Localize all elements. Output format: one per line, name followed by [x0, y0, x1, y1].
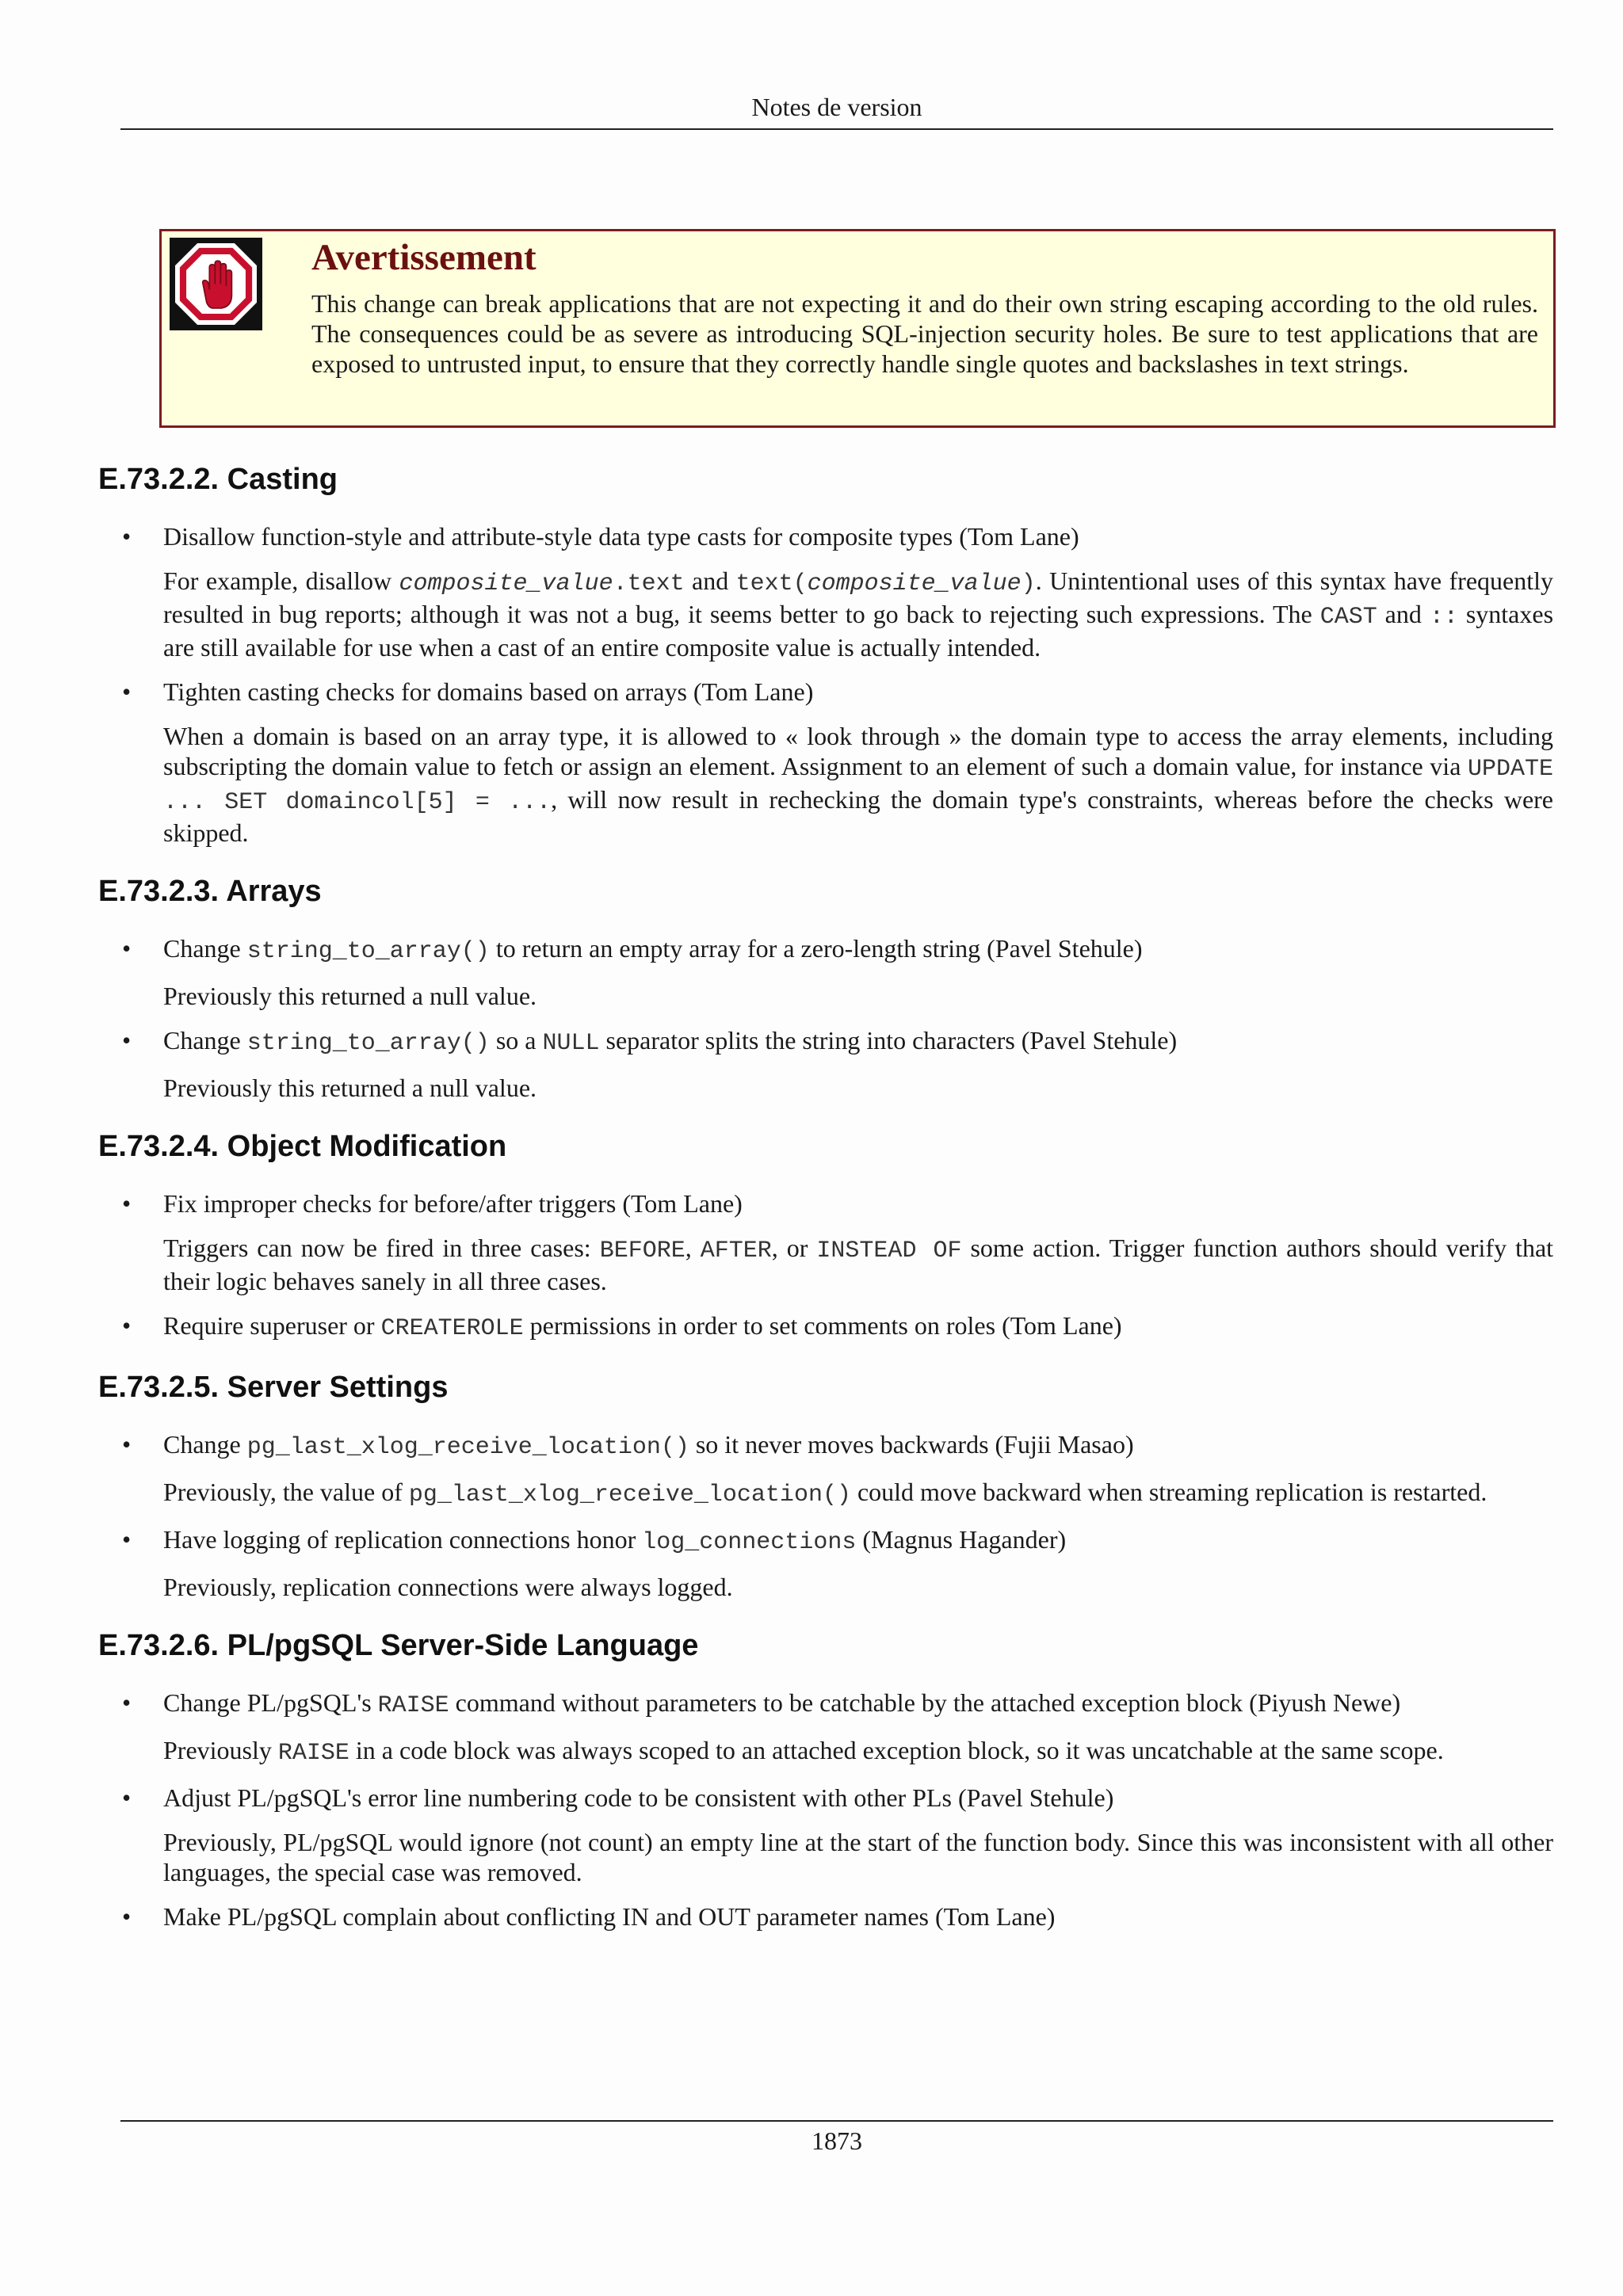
warning-text: This change can break applications that are not expecting it and do their own string escaping according to the old rules. The consequences could be as severe as introducing SQL-injection security holes. Be sure to test applications that are exposed to untrusted input, to ensure that they correctly handle single quotes and backslashes in text strings.: [311, 289, 1538, 378]
item-detail: Previously this returned a null value.: [163, 982, 537, 1010]
list-item: [98, 521, 1553, 662]
list-item: [98, 933, 1553, 1011]
code-literal: text(: [735, 570, 808, 597]
casting-list: [98, 521, 1553, 848]
list-item: [98, 1524, 1553, 1602]
item-summary: Disallow function-style and attribute-style data type casts for composite types (Tom Lane): [163, 522, 1079, 551]
code-literal: .text: [613, 570, 685, 597]
running-header: Notes de version: [120, 89, 1553, 130]
bullet: •: [122, 1783, 132, 1812]
code-literal: composite_value: [399, 570, 613, 597]
item-detail: Previously, the value of pg_last_xlog_receive_location() could move backward when streaming replication is restarted.: [163, 1478, 1487, 1508]
item-summary: Adjust PL/pgSQL's error line numbering code to be consistent with other PLs (Pavel Stehule): [163, 1783, 1114, 1812]
stop-hand-icon: [170, 238, 262, 330]
item-summary: Fix improper checks for before/after triggers (Tom Lane): [163, 1189, 743, 1218]
section-heading-object-modification: E.73.2.4. Object Modification: [98, 1130, 507, 1163]
item-detail: Triggers can now be fired in three cases: BEFORE, AFTER, or INSTEAD OF some action. Trigger function authors should verify that their logic behaves sanely in all three cases.: [163, 1234, 1554, 1295]
warning-title: Avertissement: [311, 237, 537, 278]
list-item: [98, 1901, 1553, 1932]
list-item: [98, 1783, 1553, 1887]
server-list: [98, 1429, 1553, 1602]
code-literal: RAISE: [277, 1740, 349, 1767]
item-detail: Previously this returned a null value.: [163, 1074, 537, 1102]
section-heading-arrays: E.73.2.3. Arrays: [98, 875, 322, 908]
code-literal: CAST: [1319, 604, 1377, 631]
code-literal: ): [1021, 570, 1036, 597]
list-item: [98, 677, 1553, 848]
code-literal: NULL: [542, 1030, 600, 1057]
bullet: •: [122, 522, 132, 551]
bullet: •: [122, 1525, 132, 1554]
section-heading-server-settings: E.73.2.5. Server Settings: [98, 1371, 449, 1404]
item-detail: Previously, PL/pgSQL would ignore (not count) an empty line at the start of the function body. Since this was inconsistent with all other languages, the special case was removed.: [163, 1828, 1553, 1886]
bullet: •: [122, 1902, 132, 1931]
code-literal: RAISE: [377, 1692, 449, 1719]
code-literal: ::: [1429, 604, 1458, 631]
list-item: [98, 1310, 1553, 1344]
code-literal: BEFORE: [599, 1238, 685, 1264]
item-summary: Require superuser or CREATEROLE permissions in order to set comments on roles (Tom Lane): [163, 1311, 1122, 1342]
item-summary: Change string_to_array() to return an empty array for a zero-length string (Pavel Stehule): [163, 934, 1143, 965]
object-list: [98, 1188, 1553, 1344]
code-literal: AFTER: [700, 1238, 772, 1264]
code-literal: pg_last_xlog_receive_location(): [246, 1434, 689, 1461]
item-summary: Change PL/pgSQL's RAISE command without parameters to be catchable by the attached exception block (Piyush Newe): [163, 1688, 1401, 1719]
item-detail: Previously RAISE in a code block was always scoped to an attached exception block, so it was uncatchable at the same scope.: [163, 1736, 1444, 1767]
code-literal: string_to_array(): [246, 938, 490, 965]
bullet: •: [122, 1189, 132, 1218]
plpgsql-list: [98, 1688, 1553, 1932]
item-summary: Change string_to_array() so a NULL separator splits the string into characters (Pavel Stehule): [163, 1026, 1178, 1057]
item-summary: Have logging of replication connections honor log_connections (Magnus Hagander): [163, 1525, 1067, 1556]
code-literal: pg_last_xlog_receive_location(): [408, 1482, 851, 1508]
section-heading-casting: E.73.2.2. Casting: [98, 463, 338, 496]
code-literal: UPDATE ... SET domaincol[5] = ...: [163, 756, 1553, 816]
arrays-list: [98, 933, 1553, 1103]
bullet: •: [122, 1430, 132, 1459]
item-summary: Make PL/pgSQL complain about conflicting IN and OUT parameter names (Tom Lane): [163, 1902, 1056, 1931]
item-summary: Tighten casting checks for domains based on arrays (Tom Lane): [163, 677, 814, 706]
code-literal: string_to_array(): [246, 1030, 490, 1057]
main-content: [98, 461, 1553, 1957]
warning-box: [159, 229, 1556, 428]
list-item: [98, 1429, 1553, 1510]
list-item: [98, 1025, 1553, 1103]
list-item: [98, 1188, 1553, 1296]
bullet: •: [122, 1026, 132, 1055]
code-literal: CREATEROLE: [380, 1315, 524, 1342]
item-detail: Previously, replication connections were always logged.: [163, 1573, 733, 1601]
list-item: [98, 1688, 1553, 1768]
bullet: •: [122, 1688, 132, 1717]
section-heading-plpgsql: E.73.2.6. PL/pgSQL Server-Side Language: [98, 1629, 699, 1662]
item-summary: Change pg_last_xlog_receive_location() so it never moves backwards (Fujii Masao): [163, 1430, 1134, 1461]
code-literal: log_connections: [642, 1529, 857, 1556]
item-detail: For example, disallow composite_value.text and text(composite_value). Unintentional uses of this syntax have frequently resulted in bug reports; although it was not a bug, it seems better to go back to rejecting such expressions. The CAST and :: syntaxes are still available for use when a cast of an entire composite value is actually intended.: [163, 566, 1554, 662]
code-literal: INSTEAD OF: [816, 1238, 962, 1264]
code-literal: composite_value: [807, 570, 1022, 597]
bullet: •: [122, 677, 132, 706]
page-number: 1873: [120, 2120, 1553, 2156]
bullet: •: [122, 934, 132, 963]
item-detail: When a domain is based on an array type, it is allowed to « look through » the domain type to access the array elements, including subscripting the domain value to fetch or assign an element. Assignment to an element of such a domain value, for instance via UPDATE ... SET domaincol[5] = ..., will now result in rechecking the domain type's constraints, whereas before the checks were skipped.: [163, 722, 1553, 847]
bullet: •: [122, 1311, 132, 1340]
